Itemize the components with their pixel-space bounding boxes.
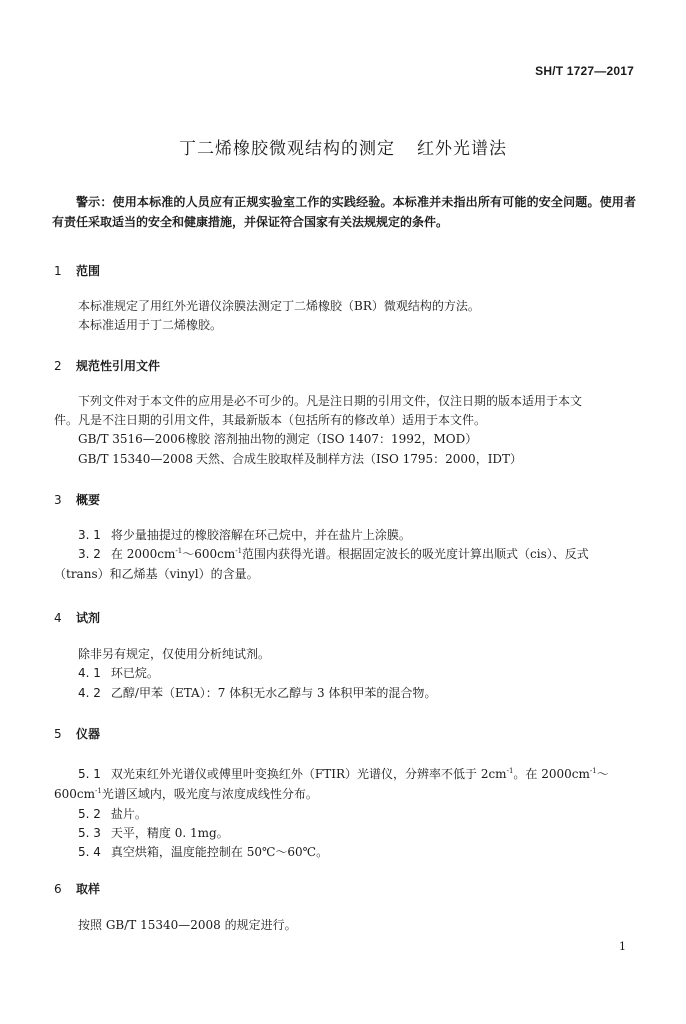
title-method: 红外光谱法 <box>417 139 507 159</box>
section-4-heading <box>54 609 100 626</box>
reference-code: GB/T 3516—2006 <box>78 432 186 446</box>
section-1-heading <box>54 262 100 279</box>
clause <box>78 526 636 545</box>
superscript: -1 <box>95 787 102 795</box>
reference-title: 橡胶 溶剂抽出物的测定（ISO 1407：1992，MOD） <box>186 432 478 446</box>
section-3-heading <box>54 491 100 508</box>
clause <box>78 545 636 564</box>
clause <box>78 824 636 843</box>
clause-number: 4. 2 <box>78 686 101 700</box>
clause-text: 光谱区域内，吸光度与浓度成线性分布。 <box>101 787 318 801</box>
clause-number: 5. 2 <box>78 807 101 821</box>
clause-text: 在 2000cm <box>110 547 176 561</box>
clause-number: 4. 1 <box>78 666 101 680</box>
section-title: 仪器 <box>76 727 101 741</box>
paragraph: 件。凡是不注日期的引用文件，其最新版本（包括所有的修改单）适用于本文件。 <box>54 413 487 427</box>
section-title: 规范性引用文件 <box>76 359 161 373</box>
superscript: -1 <box>506 767 514 775</box>
page-number: 1 <box>619 940 626 953</box>
paragraph <box>54 785 636 804</box>
clause-number: 5. 1 <box>78 767 101 781</box>
section-6-heading <box>54 880 100 897</box>
clause-number: 5. 3 <box>78 826 101 840</box>
clause <box>78 684 636 703</box>
section-number: 1 <box>54 264 62 278</box>
clause <box>78 664 636 683</box>
safety-warning: 警示：使用本标准的人员应有正规实验室工作的实践经验。本标准并未指出所有可能的安全问题。使用者有责任采取适当的安全和健康措施，并保证符合国家有关法规规定的条件。 <box>52 195 636 229</box>
clause-text: 真空烘箱，温度能控制在 50℃～60℃。 <box>110 845 329 859</box>
section-5-heading <box>54 725 100 742</box>
section-title: 概要 <box>76 493 101 507</box>
paragraph: 本标准适用于丁二烯橡胶。 <box>78 318 223 332</box>
clause-text: ～600cm <box>182 547 236 561</box>
superscript: -1 <box>175 547 183 555</box>
reference-title: 天然、合成生胶取样及制样方法（ISO 1795：2000，IDT） <box>196 452 523 466</box>
reference-code: GB/T 15340—2008 <box>78 452 193 466</box>
paragraph: 本标准规定了用红外光谱仪涂膜法测定丁二烯橡胶（BR）微观结构的方法。 <box>78 299 480 313</box>
clause-text: 。在 2000cm <box>513 767 590 781</box>
section-number: 5 <box>54 727 62 741</box>
document-title <box>0 134 686 159</box>
clause <box>78 843 636 862</box>
section-title: 试剂 <box>76 611 101 625</box>
clause-text: 乙醇/甲苯（ETA）：7 体积无水乙醇与 3 体积甲苯的混合物。 <box>110 686 437 700</box>
title-main: 丁二烯橡胶微观结构的测定 <box>179 139 395 159</box>
clause-text: 天平，精度 0. 1mg。 <box>110 826 229 840</box>
clause-text: ～ <box>596 767 609 781</box>
paragraph: 下列文件对于本文件的应用是必不可少的。凡是注日期的引用文件，仅注日期的版本适用于本文 <box>78 394 583 408</box>
section-number: 2 <box>54 359 62 373</box>
clause-number: 5. 4 <box>78 845 101 859</box>
superscript: -1 <box>235 547 243 555</box>
clause <box>78 805 636 824</box>
clause-text: 范围内获得光谱。根据固定波长的吸光度计算出顺式（cis）、反式 <box>242 547 589 561</box>
standard-code: SH/T 1727—2017 <box>535 64 634 78</box>
superscript: -1 <box>589 767 597 775</box>
section-number: 4 <box>54 611 62 625</box>
clause-text: 双光束红外光谱仪或傅里叶变换红外（FTIR）光谱仪，分辨率不低于 2cm <box>110 767 507 781</box>
section-number: 3 <box>54 493 62 507</box>
clause-text: 盐片。 <box>110 807 147 821</box>
clause-text: 环已烷。 <box>110 666 159 680</box>
paragraph: 按照 GB/T 15340—2008 的规定进行。 <box>78 918 297 932</box>
paragraph: 除非另有规定，仅使用分析纯试剂。 <box>78 647 271 661</box>
section-title: 取样 <box>76 882 101 896</box>
clause-text: 600cm <box>54 787 96 801</box>
section-number: 6 <box>54 882 62 896</box>
paragraph: （trans）和乙烯基（vinyl）的含量。 <box>54 567 259 581</box>
clause-text: 将少量抽提过的橡胶溶解在环己烷中，并在盐片上涂膜。 <box>110 528 411 542</box>
section-2-heading <box>54 357 160 374</box>
clause-number: 3. 1 <box>78 528 101 542</box>
normative-reference <box>78 450 636 469</box>
clause <box>78 765 636 784</box>
normative-reference <box>78 430 636 449</box>
clause-number: 3. 2 <box>78 547 101 561</box>
section-title: 范围 <box>76 264 101 278</box>
